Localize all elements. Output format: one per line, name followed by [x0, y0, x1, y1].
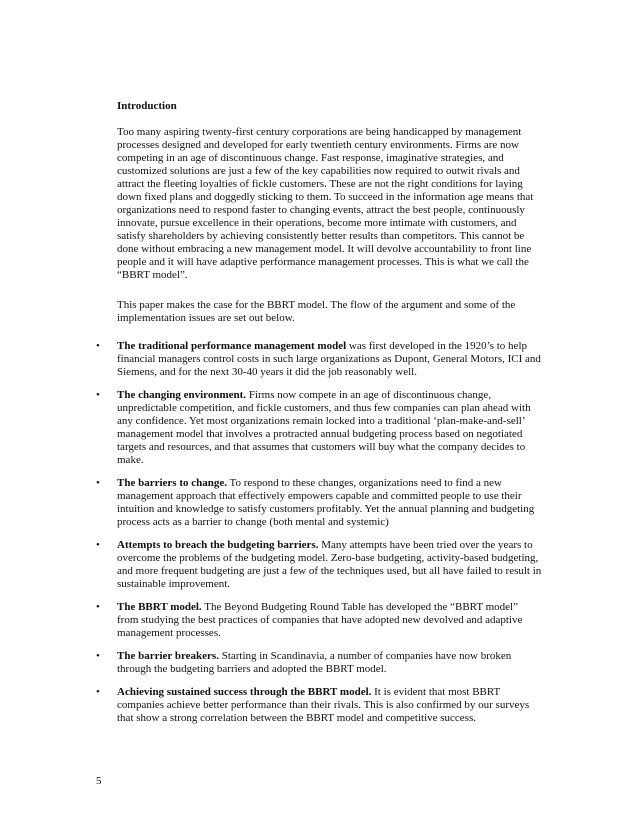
bullet-icon: • — [96, 601, 100, 613]
argument-bullet-list — [0, 340, 638, 735]
bullet-icon: • — [96, 477, 100, 489]
bullet-item — [0, 477, 542, 529]
bullet-icon: • — [96, 340, 100, 352]
bullet-title: The BBRT model. — [117, 601, 202, 613]
bullet-title: The changing environment. — [117, 389, 247, 401]
introduction-heading: Introduction — [117, 100, 177, 112]
bullet-item — [0, 650, 542, 676]
bullet-text: To respond to these changes, organizations need to find a new management approach that effectively empowers capable and committed people to use their intuition and knowledge to satisfy customers profitably. Yet the annual planning and budgeting process acts as a barrier to change (both mental and systemic) — [117, 477, 535, 528]
bullet-title: The traditional performance management model — [117, 340, 347, 352]
bullet-text: was first developed in the 1920’s to help financial managers control costs in such large organizations as Dupont, General Motors, ICI and Siemens, and for the next 30-40 years it did the job reasonably well. — [117, 340, 541, 378]
bullet-text: It is evident that most BBRT companies achieve better performance than their rivals. This is also confirmed by our surveys that show a strong correlation between the BBRT model and competitive success. — [117, 686, 530, 724]
bullet-icon: • — [96, 389, 100, 401]
page-number: 5 — [96, 775, 102, 787]
bullet-item — [0, 601, 542, 640]
bullet-item — [0, 340, 542, 379]
bullet-icon: • — [96, 539, 100, 551]
bullet-icon: • — [96, 686, 100, 698]
bullet-text: Many attempts have been tried over the years to overcome the problems of the budgeting model. Zero-base budgeting, activity-based budgeting, and more frequent budgeting are just a few of the techniques used, but all have failed to result in sustainable improvement. — [117, 539, 542, 590]
intro-paragraph: Too many aspiring twenty-first century corporations are being handicapped by management processes designed and developed for early twentieth century environments. Firms are now competing in an age of discontinuous change. Fast response, imaginative strategies, and customized solutions are just a few of the key capabilities now required to outwit rivals and attract the fleeting loyalties of fickle customers. These are not the right conditions for laying down fixed plans and doggedly sticking to them. To succeed in the information age means that organizations need to respond faster to changing events, attract the best people, continuously innovate, pursue excellence in their operations, become more intimate with customers, and satisfy shareholders by achieving consistently better results than competitors. This cannot be done without embracing a new management model. It will devolve accountability to front line people and it will have adaptive performance management processes. This is what we call the “BBRT model”. — [117, 126, 534, 281]
bullet-title: The barrier breakers. — [117, 650, 219, 662]
bullet-text: Firms now compete in an age of discontinuous change, unpredictable competition, and fickle customers, and thus few companies can plan ahead with any confidence. Yet most organizations remain locked into a traditional ‘plan-make-and-sell’ management model that involves a protracted annual budgeting process based on negotiated targets and resources, and that assumes that customers will buy what the company decides to make. — [117, 389, 531, 466]
bullet-title: Attempts to breach the budgeting barriers. — [117, 539, 319, 551]
intro-summary-paragraph: This paper makes the case for the BBRT model. The flow of the argument and some of the implementation issues are set out below. — [117, 299, 516, 324]
bullet-item — [0, 686, 542, 725]
bullet-icon: • — [96, 650, 100, 662]
bullet-title: The barriers to change. — [117, 477, 227, 489]
bullet-text: Starting in Scandinavia, a number of companies have now broken through the budgeting barriers and adopted the BBRT model. — [117, 650, 512, 675]
bullet-item — [0, 539, 542, 591]
bullet-text: The Beyond Budgeting Round Table has developed the “BBRT model” from studying the best practices of companies that have adopted new devolved and adaptive management processes. — [117, 601, 523, 639]
bullet-item — [0, 389, 542, 467]
bullet-title: Achieving sustained success through the BBRT model. — [117, 686, 372, 698]
